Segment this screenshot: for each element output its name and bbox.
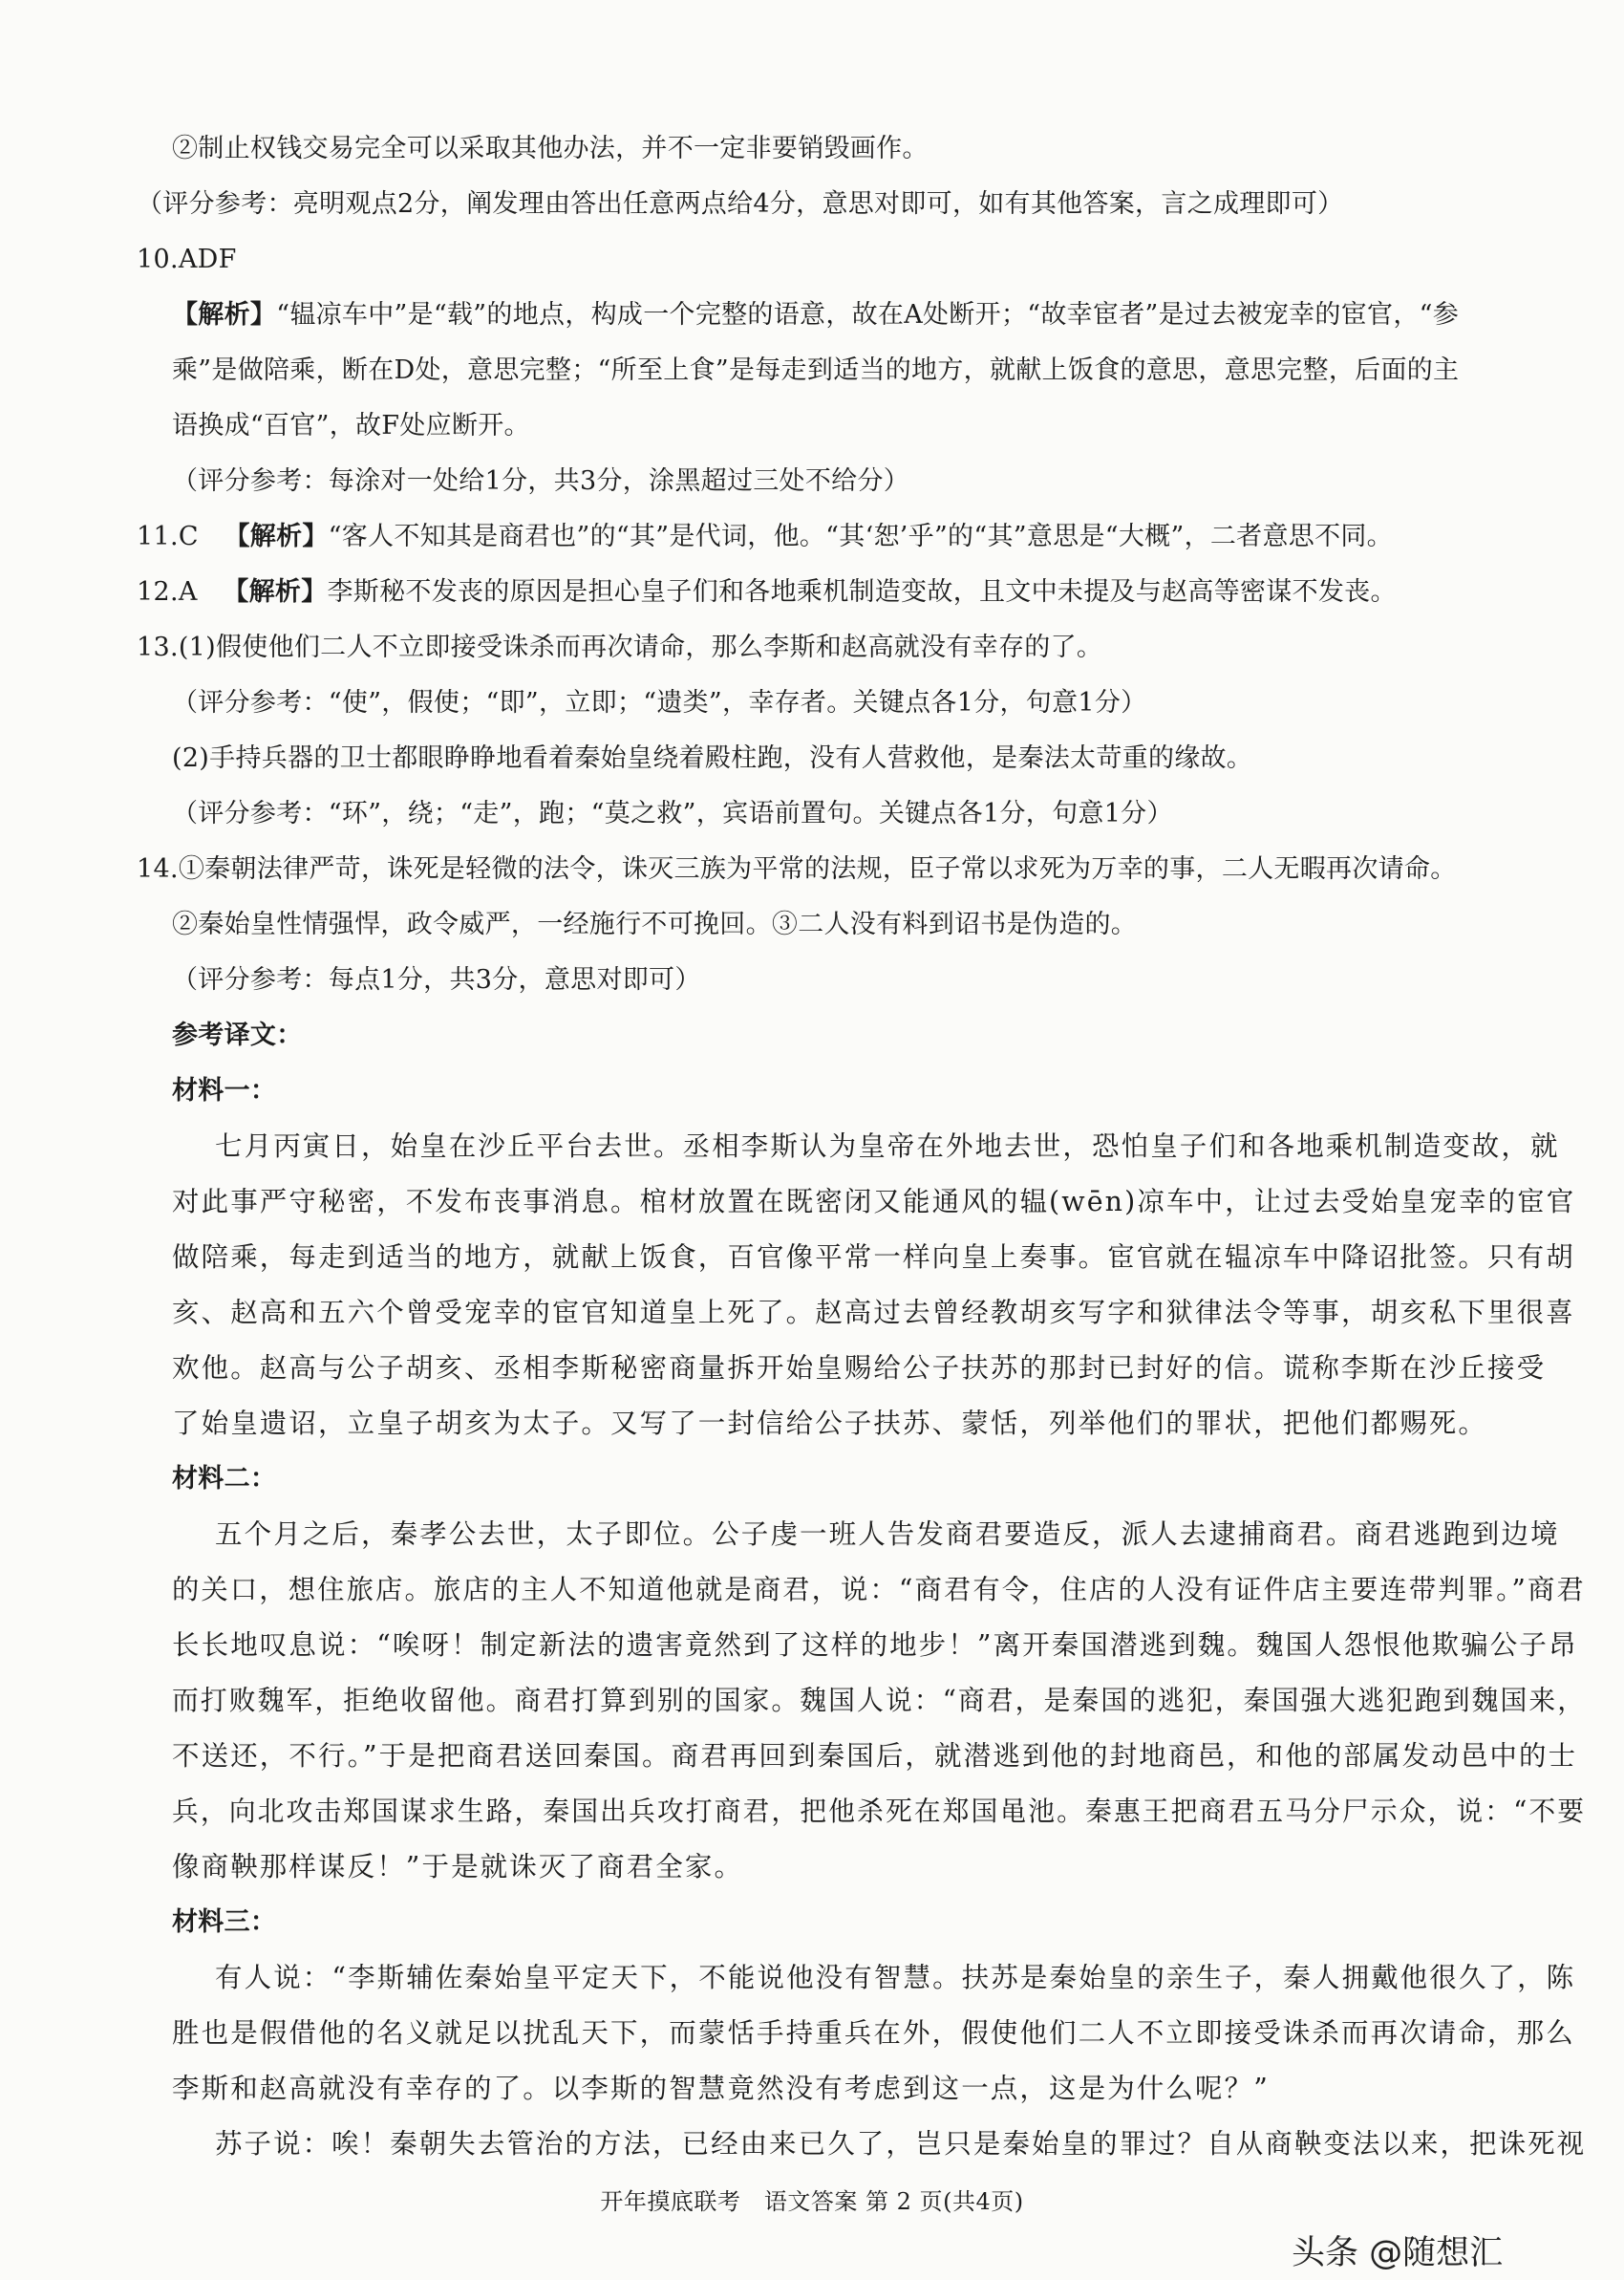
- translation-line: 有人说：“李斯辅佐秦始皇平定天下，不能说他没有智慧。扶苏是秦始皇的亲生子，秦人拥戴他很久了，陈: [215, 1962, 1576, 1993]
- translation-line: 兵，向北攻击郑国谋求生路，秦国出兵攻打商君，把他杀死在郑国黾池。秦惠王把商君五马分尸示众，说：“不要: [172, 1796, 1587, 1827]
- text-line: (2)手持兵器的卫士都眼睁睁地看着秦始皇绕着殿柱跑，没有人营救他，是秦法太苛重的缘故。: [172, 743, 1253, 773]
- text-line: 【解析】“辒凉车中”是“载”的地点，构成一个完整的语意，故在A处断开；“故幸宦者”是过去被宠幸的宦官，“参: [172, 300, 1460, 330]
- text-line: 乘”是做陪乘，断在D处，意思完整；“所至上食”是每走到适当的地方，就献上饭食的意思，意思完整，后面的主: [172, 355, 1460, 385]
- translation-line: 苏子说：唉！秦朝失去管治的方法，已经由来已久了，岂只是秦始皇的罪过？自从商鞅变法以来，把诛死视: [215, 2128, 1587, 2160]
- text-line: （评分参考：每点1分，共3分，意思对即可）: [172, 965, 701, 995]
- text-line: 12.A 【解析】李斯秘不发丧的原因是担心皇子们和各地乘机制造变故，且文中未提及与赵高等密谋不发丧。: [137, 577, 1397, 607]
- section-heading: 参考译文：: [172, 1021, 303, 1050]
- text-line: （评分参考：每涂对一处给1分，共3分，涂黑超过三处不给分）: [172, 466, 910, 496]
- translation-line: 五个月之后，秦孝公去世，太子即位。公子虔一班人告发商君要造反，派人去逮捕商君。商君逃跑到边境: [215, 1518, 1560, 1550]
- translation-line: 的关口，想住旅店。旅店的主人不知道他就是商君，说：“商君有令，住店的人没有证件店主要连带判罪。”商君: [172, 1574, 1586, 1605]
- text-line: （评分参考：“环”，绕；“走”，跑；“莫之救”，宾语前置句。关键点各1分，句意1分）: [172, 799, 1173, 828]
- question-number: 10.ADF: [137, 245, 237, 274]
- text-line: ②制止权钱交易完全可以采取其他办法，并不一定非要销毁画作。: [172, 134, 929, 163]
- translation-line: 李斯和赵高就没有幸存的了。以李斯的智慧竟然没有考虑到这一点，这是为什么呢？”: [172, 2073, 1270, 2104]
- watermark: 头条 @随想汇: [1292, 2234, 1504, 2272]
- translation-line: 对此事严守秘密，不发布丧事消息。棺材放置在既密闭又能通风的辒(wēn)凉车中，让过去受始皇宠幸的宦官: [172, 1186, 1576, 1217]
- translation-line: 胜也是假借他的名义就足以扰乱天下，而蒙恬手持重兵在外，假使他们二人不立即接受诛杀而再次请命，那么: [172, 2017, 1575, 2049]
- text-line: （评分参考：“使”，假使；“即”，立即；“遗类”，幸存者。关键点各1分，句意1分）: [172, 688, 1147, 718]
- text-line: （评分参考：亮明观点2分，阐发理由答出任意两点给4分，意思对即可，如有其他答案，言之成理即可）: [137, 189, 1344, 219]
- text-line: 14.①秦朝法律严苛，诛死是轻微的法令，诛灭三族为平常的法规，臣子常以求死为万幸的事，二人无暇再次请命。: [137, 854, 1457, 884]
- analysis-label: 【解析】: [223, 577, 328, 607]
- translation-line: 七月丙寅日，始皇在沙丘平台去世。丞相李斯认为皇帝在外地去世，恐怕皇子们和各地乘机制造变故，就: [215, 1130, 1560, 1162]
- material-heading: 材料一：: [172, 1076, 277, 1106]
- translation-line: 做陪乘，每走到适当的地方，就献上饭食，百官像平常一样向皇上奏事。宦官就在辒凉车中降诏批签。只有胡: [172, 1241, 1575, 1273]
- text-line: ②秦始皇性情强悍，政令威严，一经施行不可挽回。③二人没有料到诏书是伪造的。: [172, 910, 1138, 939]
- analysis-label: 【解析】: [224, 522, 329, 551]
- question-number: 11.C: [137, 522, 199, 551]
- translation-line: 像商鞅那样谋反！”于是就诛灭了商君全家。: [172, 1851, 744, 1882]
- text-line: 13.(1)假使他们二人不立即接受诛杀而再次请命，那么李斯和赵高就没有幸存的了。: [137, 633, 1103, 662]
- translation-line: 欢他。赵高与公子胡亥、丞相李斯秘密商量拆开始皇赐给公子扶苏的那封已封好的信。谎称李斯在沙丘接受: [172, 1352, 1547, 1384]
- translation-line: 了始皇遗诏，立皇子胡亥为太子。又写了一封信给公子扶苏、蒙恬，列举他们的罪状，把他们都赐死。: [172, 1408, 1488, 1439]
- question-number: 12.A: [137, 577, 198, 607]
- material-heading: 材料三：: [172, 1907, 277, 1937]
- translation-line: 而打败魏军，拒绝收留他。商君打算到别的国家。魏国人说：“商君，是秦国的逃犯，秦国强大逃犯跑到魏国来，: [172, 1685, 1587, 1716]
- translation-line: 不送还，不行。”于是把商君送回秦国。商君再回到秦国后，就潜逃到他的封地商邑，和他的部属发动邑中的士: [172, 1740, 1578, 1772]
- text-line: 11.C 【解析】“客人不知其是商君也”的“其”是代词，他。“其‘恕’乎”的“其”意思是“大概”，二者意思不同。: [137, 522, 1393, 551]
- page-footer: 开年摸底联考 语文答案 第 2 页(共4页): [600, 2188, 1024, 2215]
- translation-line: 长长地叹息说：“唉呀！制定新法的遗害竟然到了这样的地步！”离开秦国潜逃到魏。魏国人怨恨他欺骗公子昂: [172, 1629, 1578, 1661]
- text-line: 语换成“百官”，故F处应断开。: [172, 411, 530, 441]
- material-heading: 材料二：: [172, 1464, 277, 1494]
- analysis-label: 【解析】: [172, 300, 277, 330]
- translation-line: 亥、赵高和五六个曾受宠幸的宦官知道皇上死了。赵高过去曾经教胡亥写字和狱律法令等事，胡亥私下里很喜: [172, 1297, 1575, 1328]
